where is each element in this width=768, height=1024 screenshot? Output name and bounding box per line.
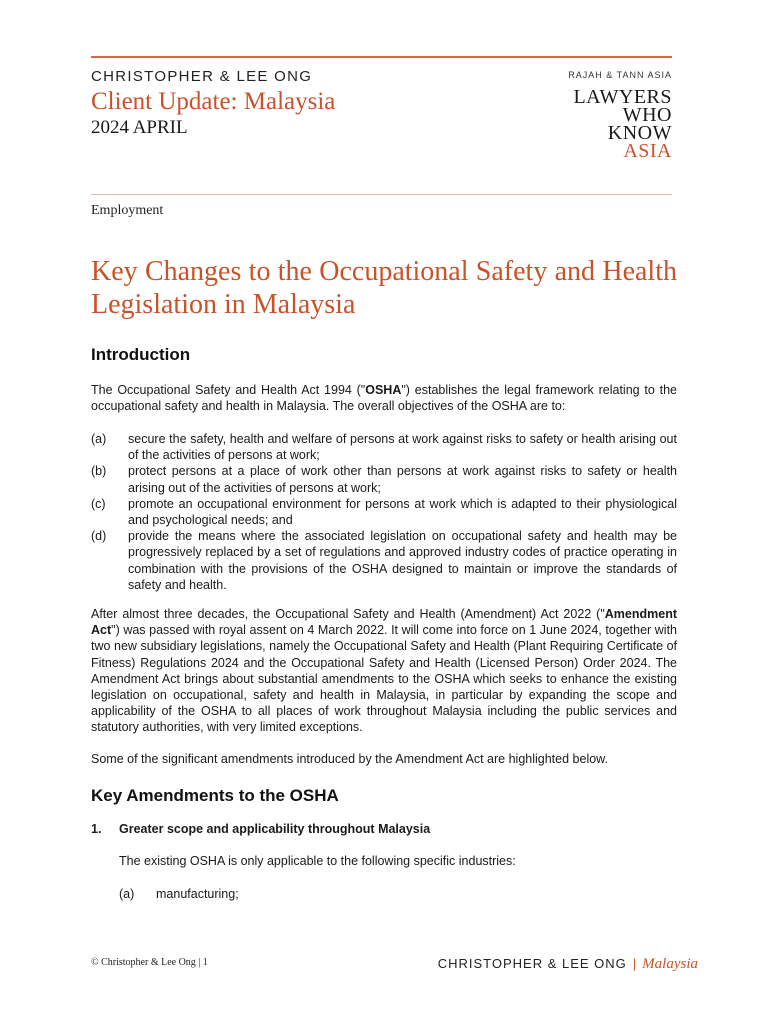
intro-paragraph-2: After almost three decades, the Occupational Safety and Health (Amendment) Act 2022 ("Amendment Act") was passed with royal assent on 4 March 2022. It will come into force on 1 June 2024, together with two new subsidiary legislations, namely the Occupational Safety and Health (Plant Requiring Certificate of Fitness) Regulations 2024 and the Occupational Safety and Health (Licensed Person) Order 2024. The Amendment Act brings about substantial amendments to the OSHA which seeks to enhance the existing legislation on occupational, safety and health in Malaysia, in particular by expanding the scope and applicability of the OSHA to all places of work throughout Malaysia including the public services and statutory authorities, with very limited exceptions.	[91, 607, 677, 735]
section-heading-key-amendments: Key Amendments to the OSHA	[91, 786, 339, 805]
list-item: (a) secure the safety, health and welfare of persons at work against risks to safety or health arising out of the activities of persons at work;	[91, 432, 677, 463]
intro-paragraph-3: Some of the significant amendments introduced by the Amendment Act are highlighted below.	[91, 752, 608, 766]
category-label: Employment	[91, 203, 164, 218]
amendment-paragraph: The existing OSHA is only applicable to the following specific industries:	[119, 854, 516, 868]
tagline-accent: ASIA	[623, 140, 672, 162]
tagline-logo	[573, 88, 672, 160]
tagline-line: LAWYERS	[573, 86, 672, 108]
tagline-line: WHO	[622, 104, 672, 126]
list-item: (c) promote an occupational environment for persons at work which is adapted to their physiological and psychological needs; and	[91, 496, 677, 528]
footer-logo	[438, 956, 698, 973]
firm-name: CHRISTOPHER & LEE ONG	[91, 68, 313, 85]
term-amendment-act: Amendment Act	[91, 607, 677, 638]
footer-copyright: © Christopher & Lee Ong | 1	[91, 957, 208, 968]
header-bottom-rule	[91, 194, 672, 195]
header-top-rule	[91, 56, 672, 58]
tagline-line: KNOW	[607, 122, 672, 144]
list-item: (d) provide the means where the associated legislation on occupational safety and health may be progressively replaced by a set of regulations and approved industry codes of practice operating in combination with the provisions of the OSHA designed to maintain or improve the standards of safety and health.	[91, 529, 677, 592]
objectives-list	[91, 431, 677, 593]
term-osha: OSHA	[365, 383, 402, 397]
section-heading-introduction: Introduction	[91, 345, 191, 364]
intro-paragraph-1: The Occupational Safety and Health Act 1994 ("OSHA") establishes the legal framework relating to the occupational safety and health in Malaysia. The overall objectives of the OSHA are to:	[91, 383, 677, 414]
article-title: Key Changes to the Occupational Safety and Health Legislation in Malaysia	[91, 256, 677, 320]
footer-firm-name: CHRISTOPHER & LEE ONG	[437, 956, 627, 971]
publication-date: 2024 APRIL	[91, 117, 188, 138]
list-item: (b) protect persons at a place of work other than persons at work against risks to safety or health arising out of the activities of persons at work;	[91, 464, 677, 495]
list-item: (a) manufacturing;	[119, 887, 239, 901]
network-name: RAJAH & TANN ASIA	[568, 70, 672, 80]
footer-country: Malaysia	[642, 956, 698, 972]
footer-separator: |	[632, 956, 637, 971]
numbered-heading: 1. Greater scope and applicability throughout Malaysia	[91, 822, 431, 836]
client-update-title: Client Update: Malaysia	[91, 88, 336, 115]
